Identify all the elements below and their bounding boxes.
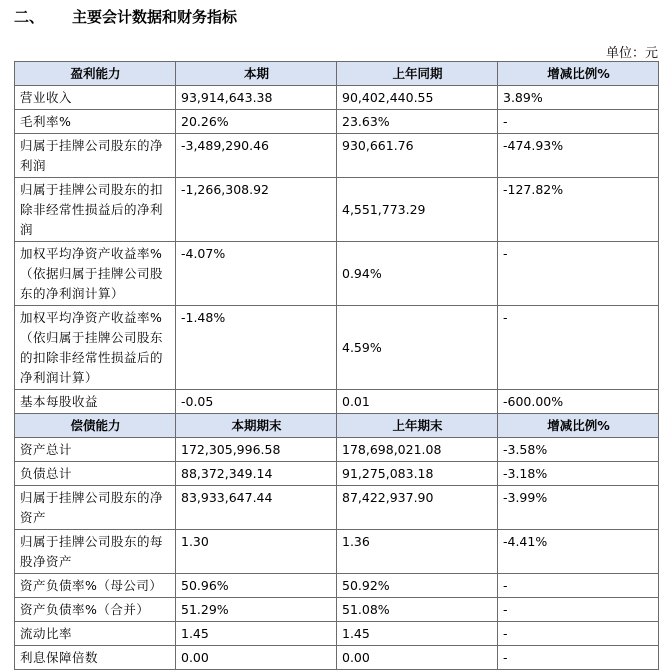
table-row [15,390,659,414]
prior-value: 0.00 [337,646,498,670]
row-label: 流动比率 [15,622,176,646]
table-row [15,86,659,110]
current-value: -1.48% [176,306,337,390]
profit-header-row [15,62,659,86]
current-value: -0.05 [176,390,337,414]
header-cell: 增减比例% [498,62,659,86]
change-percent: -3.99% [498,486,659,530]
row-label: 基本每股收益 [15,390,176,414]
prior-value: 87,422,937.90 [337,486,498,530]
table-row [15,646,659,670]
header-cell: 本期期末 [176,414,337,438]
current-value: 20.26% [176,110,337,134]
current-value: -3,489,290.46 [176,134,337,178]
unit-label: 单位：元 [605,46,658,61]
financial-indicators-table [14,61,659,670]
change-percent: -600.00% [498,390,659,414]
change-percent: - [498,598,659,622]
header-cell: 上年同期 [337,62,498,86]
current-value: 51.29% [176,598,337,622]
table-row [15,134,659,178]
row-label: 毛利率% [15,110,176,134]
table-row [15,178,659,242]
current-value: 50.96% [176,574,337,598]
header-cell: 盈利能力 [15,62,176,86]
table-row [15,242,659,306]
header-cell: 上年期末 [337,414,498,438]
table-row [15,486,659,530]
current-value: -1,266,308.92 [176,178,337,242]
current-value: 83,933,647.44 [176,486,337,530]
solvency-header-row [15,414,659,438]
change-percent: - [498,242,659,306]
prior-value: 0.01 [337,390,498,414]
prior-value: 4,551,773.29 [337,178,498,242]
prior-value: 1.36 [337,530,498,574]
change-percent: -4.41% [498,530,659,574]
current-value: 172,305,996.58 [176,438,337,462]
current-value: 1.45 [176,622,337,646]
prior-value: 178,698,021.08 [337,438,498,462]
row-label: 归属于挂牌公司股东的扣除非经常性损益后的净利润 [15,178,176,242]
table-row [15,574,659,598]
change-percent: - [498,306,659,390]
table-row [15,438,659,462]
row-label: 负债总计 [15,462,176,486]
change-percent: - [498,574,659,598]
prior-value: 51.08% [337,598,498,622]
prior-value: 4.59% [337,306,498,390]
prior-value: 930,661.76 [337,134,498,178]
change-percent: - [498,622,659,646]
prior-value: 90,402,440.55 [337,86,498,110]
prior-value: 91,275,083.18 [337,462,498,486]
row-label: 归属于挂牌公司股东的净利润 [15,134,176,178]
section-number: 二、 [14,8,45,26]
row-label: 利息保障倍数 [15,646,176,670]
prior-value: 1.45 [337,622,498,646]
change-percent: - [498,646,659,670]
row-label: 加权平均净资产收益率%（依归属于挂牌公司股东的扣除非经常性损益后的净利润计算） [15,306,176,390]
section-heading [14,6,237,27]
table-row [15,530,659,574]
change-percent: 3.89% [498,86,659,110]
table-row [15,306,659,390]
header-cell: 本期 [176,62,337,86]
table-row [15,110,659,134]
current-value: 88,372,349.14 [176,462,337,486]
header-cell: 偿债能力 [15,414,176,438]
change-percent: -3.58% [498,438,659,462]
current-value: 93,914,643.38 [176,86,337,110]
change-percent: -474.93% [498,134,659,178]
prior-value: 50.92% [337,574,498,598]
current-value: 1.30 [176,530,337,574]
section-title: 主要会计数据和财务指标 [72,8,238,26]
change-percent: -127.82% [498,178,659,242]
row-label: 资产负债率%（合并） [15,598,176,622]
row-label: 加权平均净资产收益率%（依据归属于挂牌公司股东的净利润计算） [15,242,176,306]
row-label: 资产负债率%（母公司） [15,574,176,598]
table-row [15,462,659,486]
prior-value: 23.63% [337,110,498,134]
row-label: 归属于挂牌公司股东的净资产 [15,486,176,530]
table-row [15,598,659,622]
row-label: 资产总计 [15,438,176,462]
row-label: 归属于挂牌公司股东的每股净资产 [15,530,176,574]
prior-value: 0.94% [337,242,498,306]
current-value: -4.07% [176,242,337,306]
header-cell: 增减比例% [498,414,659,438]
table-row [15,622,659,646]
row-label: 营业收入 [15,86,176,110]
change-percent: - [498,110,659,134]
change-percent: -3.18% [498,462,659,486]
current-value: 0.00 [176,646,337,670]
